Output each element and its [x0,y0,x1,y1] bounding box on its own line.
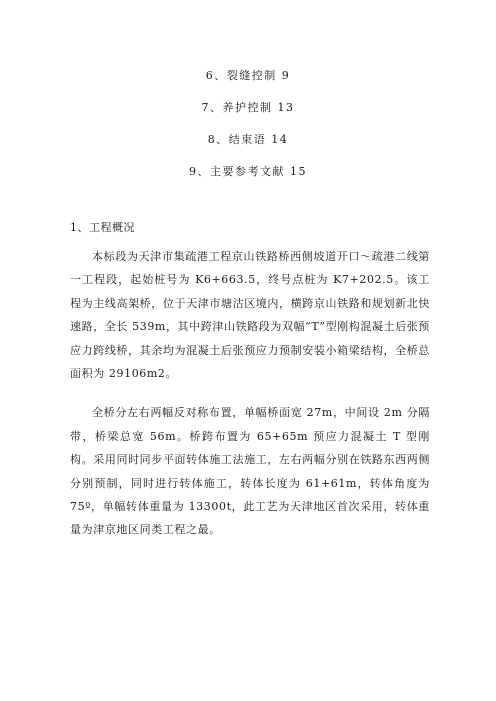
toc-item-crack-control[interactable]: 6、裂缝控制 9 [205,69,291,82]
toc-item-references[interactable]: 9、主要参考文献 15 [189,165,307,178]
section-project-overview [70,218,430,558]
toc-item-curing-control[interactable]: 7、养护控制 13 [201,101,295,114]
paragraph-layout: 全桥分左右两幅反对称布置，单幅桥面宽 27m，中间设 2m 分隔带，桥梁总宽 56m。桥跨布置为 65+65m 预应力混凝土 T 型刚构。采用同时同步平面转体施工法施工，左右两幅分别在铁路东西两侧分别预制，同时进行转体施工，转体长度为 61+61m，转体角度为 75º，单幅转体重量为 13300t，此工艺为天津地区首次采用，转体重量为津京地区同类工程之最。 [70,406,430,537]
section-heading: 1、工程概况 [70,221,135,234]
toc-item-conclusion[interactable]: 8、结束语 14 [207,133,289,146]
paragraph-overview: 本标段为天津市集疏港工程京山铁路桥西侧坡道开口～疏港二线第一工程段，起始桩号为 K6+663.5，终号点桩为 K7+202.5。该工程为主线高架桥，位于天津市塘沽区境内，横跨京山铁路和规划新北快速路，全长 539m，其中跨津山铁路段为双幅“T”型刚构混凝土后张预应力跨线桥，其余均为混凝土后张预应力预制安装小箱梁结构，全桥总面积为 29106m2。 [70,250,430,381]
table-of-contents [0,66,496,194]
